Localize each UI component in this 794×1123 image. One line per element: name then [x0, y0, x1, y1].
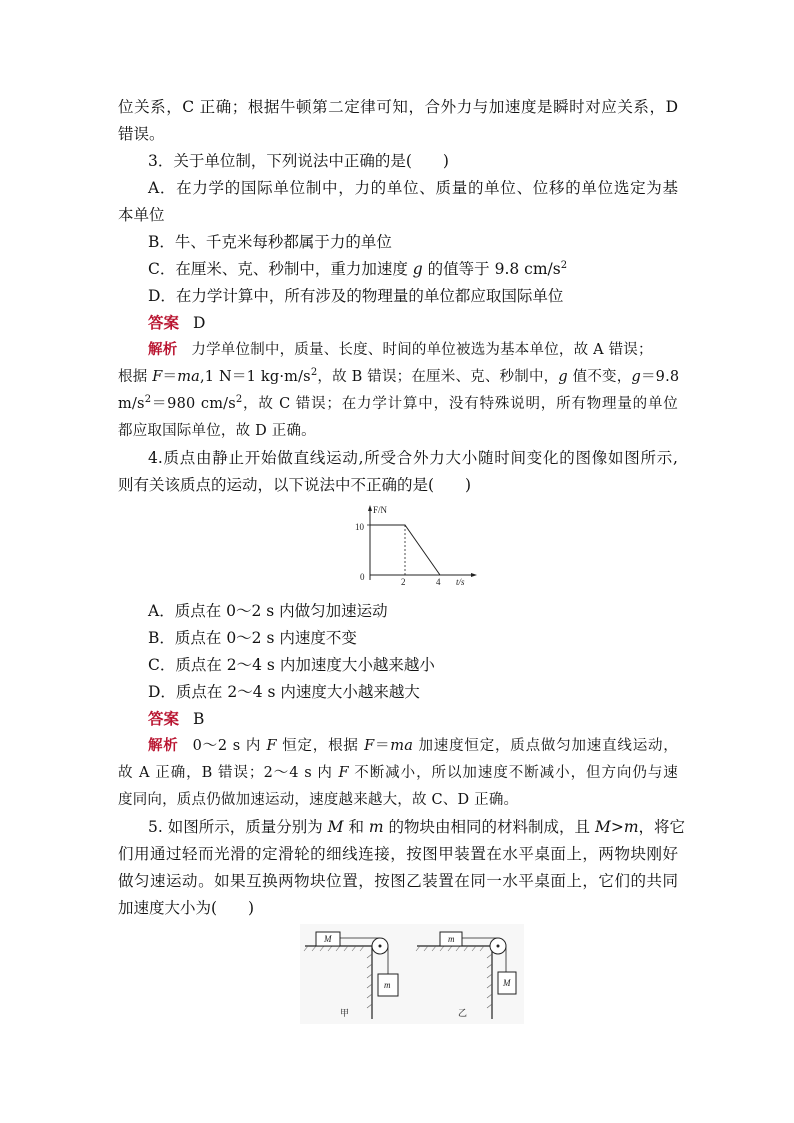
question-3-answer: 答案 D — [148, 313, 206, 332]
question-3-option-d: D．在力学计算中，所有涉及的物理量的单位都应取国际单位 — [148, 287, 564, 305]
answer-label: 答案 — [148, 313, 180, 332]
x-axis-label: t/s — [456, 577, 465, 587]
svg-text:m: m — [384, 980, 391, 990]
text-line: 位关系，C 正确；根据牛顿第二定律可知，合外力与加速度是瞬时对应关系，D — [118, 98, 678, 116]
x-axis-arrow — [471, 573, 477, 577]
figure-caption: 乙 — [458, 1008, 468, 1018]
question-3-explanation-cont: 都应取国际单位，故 D 正确。 — [118, 423, 316, 439]
question-4-stem: 4.质点由静止开始做直线运动,所受合外力大小随时间变化的图像如图所示, — [148, 449, 678, 467]
x-tick-label: 4 — [436, 577, 441, 587]
question-3-stem: 3．关于单位制，下列说法中正确的是( ) — [148, 152, 449, 170]
force-time-graph — [350, 502, 480, 592]
question-5-stem-cont: 加速度大小为( ) — [118, 899, 255, 917]
question-4-option-a: A．质点在 0～2 s 内做匀加速运动 — [148, 602, 388, 620]
question-3-option-c: C．在厘米、克、秒制中，重力加速度 g 的值等于 9.8 $cm/s^2$ — [148, 260, 568, 278]
y-axis-arrow — [368, 505, 372, 511]
svg-text:m: m — [448, 934, 455, 944]
question-5-stem: 5. 如图所示，质量分别为 M 和 m 的物块由相同的材料制成，且 M>m，将它 — [148, 818, 686, 836]
question-3-explanation: 解析 力学单位制中，质量、长度、时间的单位被选为基本单位，故 A 错误； — [148, 341, 653, 358]
explanation-label: 解析 — [148, 341, 178, 358]
question-3-option-a: A．在力学的国际单位制中，力的单位、质量的单位、位移的单位选定为基 — [148, 179, 678, 197]
x-tick-label: 2 — [401, 577, 406, 587]
question-4-answer: 答案 B — [148, 709, 205, 728]
svg-text:M: M — [503, 978, 511, 988]
pulley-figure-jia — [300, 924, 412, 1024]
question-4-option-c: C．质点在 2～4 s 内加速度大小越来越小 — [148, 656, 435, 674]
svg-text:M: M — [324, 934, 332, 944]
y-axis-label: F/N — [373, 505, 388, 515]
pulley-figure-yi — [412, 924, 524, 1024]
question-4-explanation-cont: 故 A 正确，B 错误；2～4 s 内 F 不断减小，所以加速度不断减小，但方向仍与速 — [118, 765, 678, 781]
answer-label: 答案 — [148, 709, 180, 728]
explanation-label: 解析 — [148, 737, 179, 754]
question-3-option-b: B．牛、千克米每秒都属于力的单位 — [148, 233, 392, 251]
question-4-option-d: D．质点在 2～4 s 内速度大小越来越大 — [148, 683, 420, 701]
question-4-explanation: 解析 0～2 s 内 F 恒定，根据 F＝ma 加速度恒定，质点做匀加速直线运动， — [148, 737, 678, 754]
question-5-stem-cont: 做匀速运动。如果互换两物块位置，按图乙装置在同一水平桌面上，它们的共同 — [118, 872, 678, 890]
origin-label: 0 — [360, 572, 365, 582]
question-3-explanation-cont: 根据 F＝ma,1 N＝1 $kg\cdot m/s^2$，故 B 错误；在厘米、克、秒制中，g 值不变，g＝9.8 — [118, 367, 680, 385]
text-line: 错误。 — [118, 125, 165, 143]
question-4-option-b: B．质点在 0～2 s 内速度不变 — [148, 629, 357, 647]
question-3-option-a-cont: 本单位 — [118, 206, 165, 224]
question-4-stem-cont: 则有关该质点的运动，以下说法中不正确的是( ) — [118, 476, 472, 494]
question-4-explanation-cont: 度同向，质点仍做加速运动，速度越来越大，故 C、D 正确。 — [118, 792, 519, 808]
figure-caption: 甲 — [340, 1008, 350, 1018]
question-5-stem-cont: 们用通过轻而光滑的定滑轮的细线连接，按图甲装置在水平桌面上，两物块刚好 — [118, 845, 678, 863]
question-3-explanation-cont: $m/s^2=980$ $cm/s^2$，故 C 错误；在力学计算中，没有特殊说明，所有物理量的单位 — [118, 394, 678, 412]
y-tick-label: 10 — [355, 522, 364, 532]
